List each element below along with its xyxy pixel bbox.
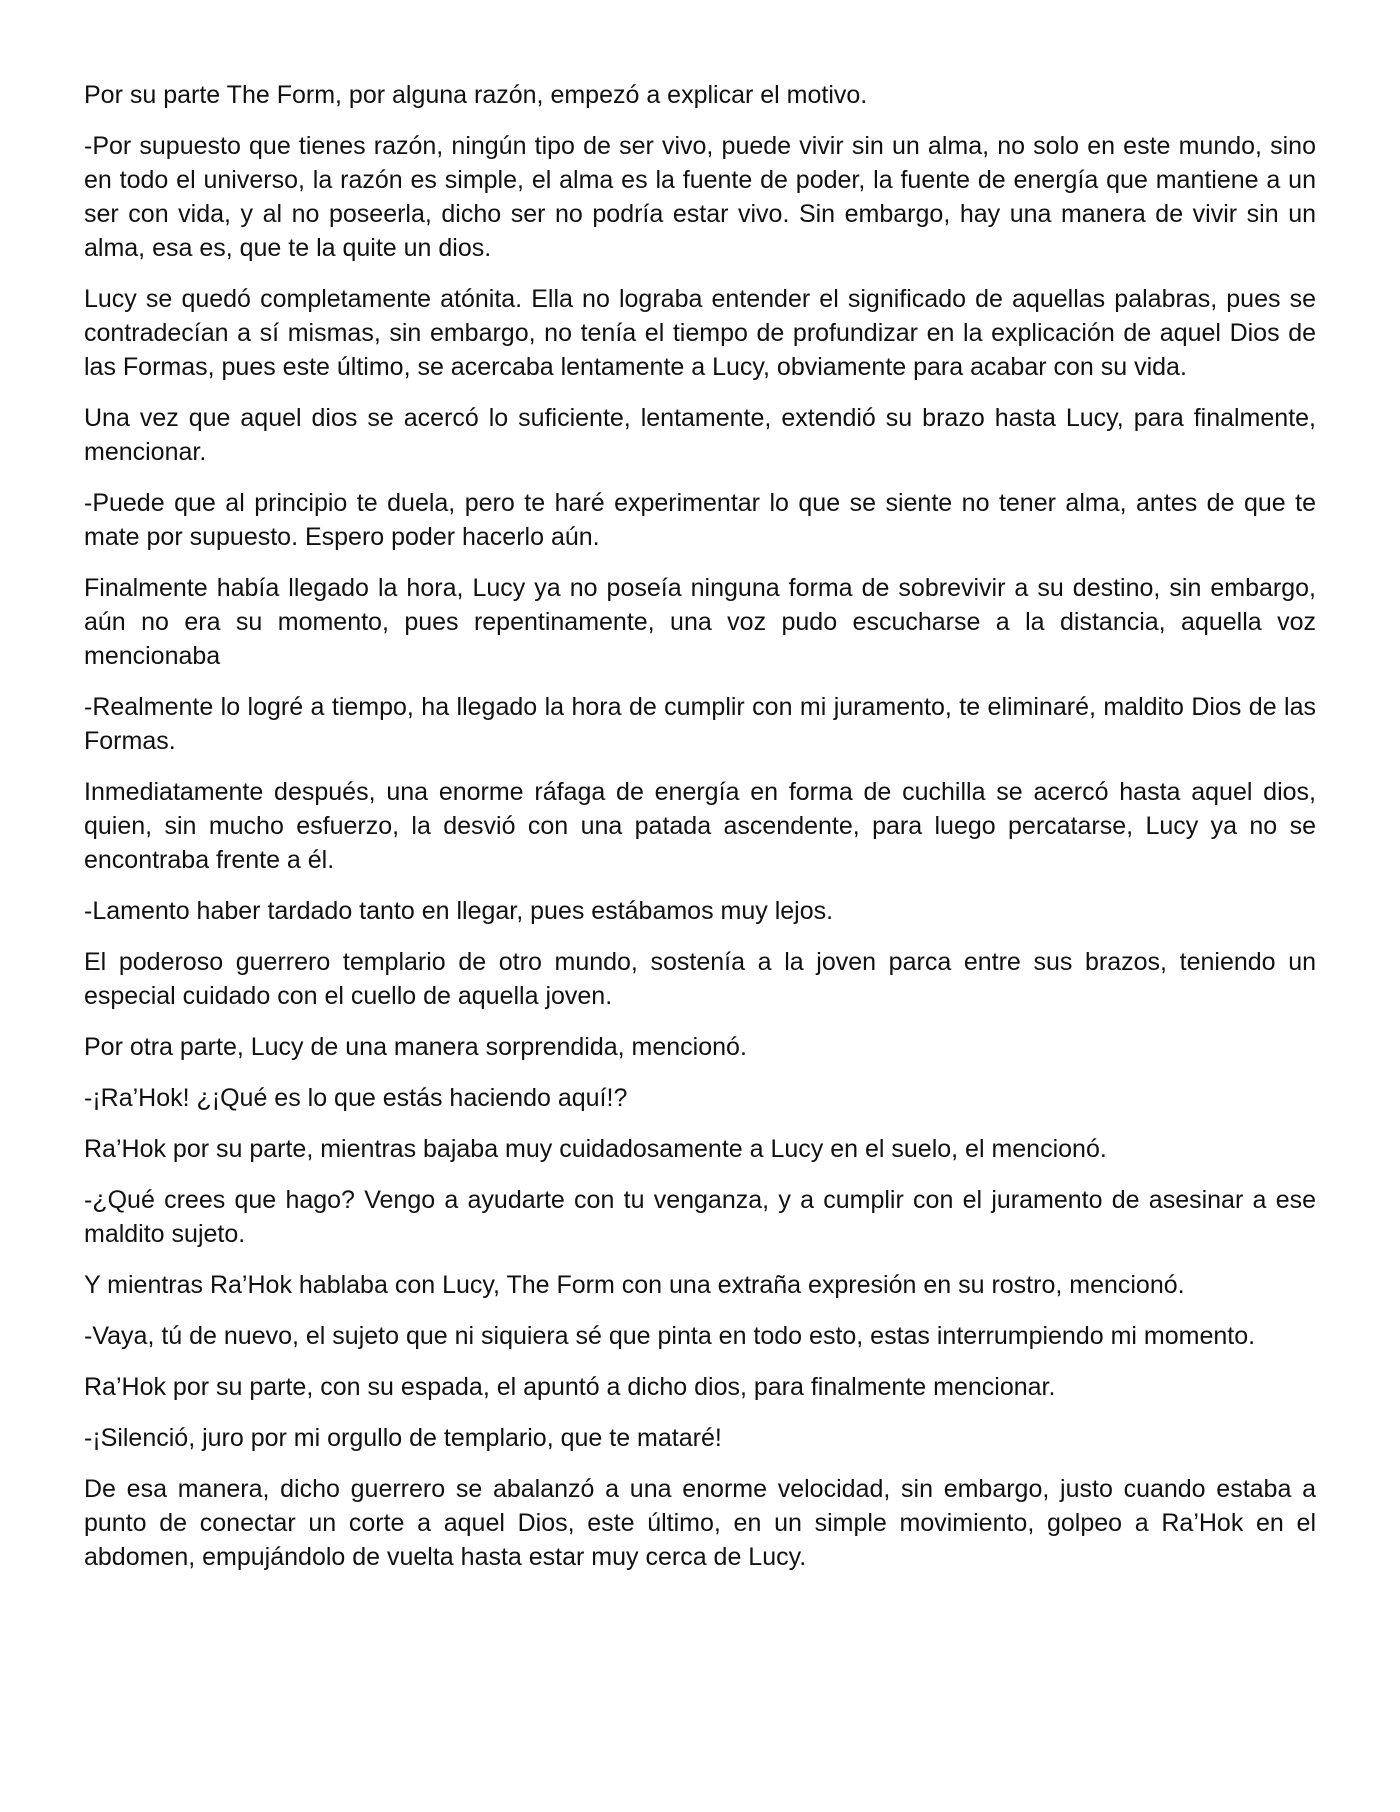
- paragraph: -¡Ra’Hok! ¿¡Qué es lo que estás haciendo aquí!?: [84, 1084, 628, 1112]
- paragraph: -Vaya, tú de nuevo, el sujeto que ni siquiera sé que pinta en todo esto, estas interrumpiendo mi momento.: [84, 1322, 1256, 1350]
- paragraph: Una vez que aquel dios se acercó lo suficiente, lentamente, extendió su brazo hasta Lucy, para finalmente, mencionar.: [84, 404, 1316, 466]
- paragraph: Ra’Hok por su parte, mientras bajaba muy cuidadosamente a Lucy en el suelo, el mencionó.: [84, 1135, 1107, 1163]
- paragraph: -¿Qué crees que hago? Vengo a ayudarte con tu venganza, y a cumplir con el juramento de asesinar a ese maldito sujeto.: [84, 1186, 1316, 1248]
- paragraph: -Por supuesto que tienes razón, ningún tipo de ser vivo, puede vivir sin un alma, no solo en este mundo, sino en todo el universo, la razón es simple, el alma es la fuente de poder, la fuente de energía que mantiene a un ser con vida, y al no poseerla, dicho ser no podría estar vivo. Sin embargo, hay una manera de vivir sin un alma, esa es, que te la quite un dios.: [84, 132, 1316, 262]
- paragraph: Lucy se quedó completamente atónita. Ella no lograba entender el significado de aquellas palabras, pues se contradecían a sí mismas, sin embargo, no tenía el tiempo de profundizar en la explicación de aquel Dios de las Formas, pues este último, se acercaba lentamente a Lucy, obviamente para acabar con su vida.: [84, 285, 1316, 381]
- paragraph: -Puede que al principio te duela, pero te haré experimentar lo que se siente no tener alma, antes de que te mate por supuesto. Espero poder hacerlo aún.: [84, 489, 1316, 551]
- paragraph: Y mientras Ra’Hok hablaba con Lucy, The Form con una extraña expresión en su rostro, mencionó.: [84, 1271, 1185, 1299]
- paragraph: -¡Silenció, juro por mi orgullo de templario, que te mataré!: [84, 1424, 722, 1452]
- paragraph: -Realmente lo logré a tiempo, ha llegado la hora de cumplir con mi juramento, te eliminaré, maldito Dios de las Formas.: [84, 693, 1316, 755]
- paragraph: De esa manera, dicho guerrero se abalanzó a una enorme velocidad, sin embargo, justo cuando estaba a punto de conectar un corte a aquel Dios, este último, en un simple movimiento, golpeo a Ra’Hok en el abdomen, empujándolo de vuelta hasta estar muy cerca de Lucy.: [84, 1475, 1316, 1571]
- paragraph: Ra’Hok por su parte, con su espada, el apuntó a dicho dios, para finalmente mencionar.: [84, 1373, 1056, 1401]
- paragraph: Por otra parte, Lucy de una manera sorprendida, mencionó.: [84, 1033, 747, 1061]
- paragraph: Por su parte The Form, por alguna razón, empezó a explicar el motivo.: [84, 81, 868, 109]
- paragraph: Inmediatamente después, una enorme ráfaga de energía en forma de cuchilla se acercó hasta aquel dios, quien, sin mucho esfuerzo, la desvió con una patada ascendente, para luego percatarse, Lucy ya no se encontraba frente a él.: [84, 778, 1316, 874]
- paragraph: Finalmente había llegado la hora, Lucy ya no poseía ninguna forma de sobrevivir a su destino, sin embargo, aún no era su momento, pues repentinamente, una voz pudo escucharse a la distancia, aquella voz mencionaba: [84, 574, 1316, 670]
- paragraph: -Lamento haber tardado tanto en llegar, pues estábamos muy lejos.: [84, 897, 834, 925]
- paragraph: El poderoso guerrero templario de otro mundo, sostenía a la joven parca entre sus brazos, teniendo un especial cuidado con el cuello de aquella joven.: [84, 948, 1316, 1010]
